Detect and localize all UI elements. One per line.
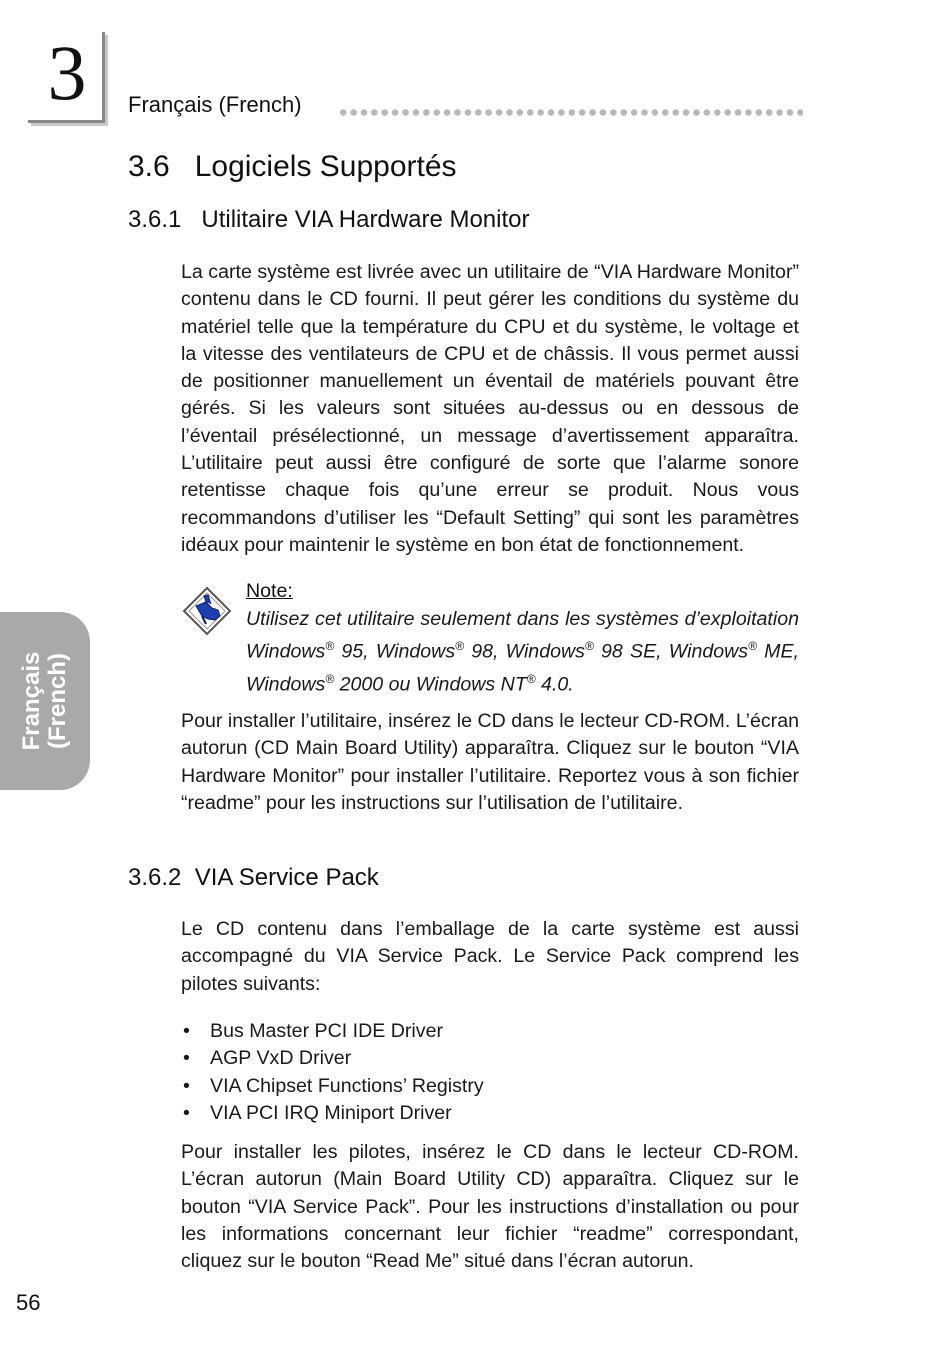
service-pack-intro: Le CD contenu dans l’emballage de la carte système est aussi accompagné du VIA Service Pack. Le Service Pack comprend les pilotes suivants: bbox=[181, 918, 799, 995]
section-title: 3.6 Logiciels Supportés bbox=[128, 150, 457, 183]
subsection-title-hardware-monitor: 3.6.1 Utilitaire VIA Hardware Monitor bbox=[128, 206, 530, 233]
chapter-number: 3 bbox=[47, 29, 87, 116]
hardware-monitor-install-instructions: Pour installer l’utilitaire, insérez le CD dans le lecteur CD-ROM. L’écran autorun (CD Main Board Utility) apparaîtra. Cliquez sur le bouton “VIA Hardware Monitor” pour installer l’utilitaire. Reportez vous à son fichier “readme” pour les instructions sur l’utilisation de l’utilitaire. bbox=[181, 710, 799, 814]
list-item: • VIA PCI IRQ Miniport Driver bbox=[181, 1100, 484, 1127]
note-title: Note: bbox=[246, 580, 293, 602]
service-pack-install-instructions: Pour installer les pilotes, insérez le CD dans le lecteur CD-ROM. L’écran autorun (Main Board Utility CD) apparaîtra. Cliquez sur le bouton “VIA Service Pack”. Pour les instructions d’installation ou pour les informations concernant leur fichier “readme” correspondant, cliquez sur le bouton “Read Me” situé dans l’écran autorun. bbox=[181, 1141, 799, 1273]
list-item: • VIA Chipset Functions’ Registry bbox=[181, 1073, 484, 1100]
note-body: Utilisez cet utilitaire seulement dans les systèmes d’exploitation Windows® 95, Windows® 98, Windows® 98 SE, Windows® ME, Windows® 2000 ou Windows NT® 4.0. bbox=[246, 608, 799, 696]
note-hand-pointer-icon bbox=[182, 586, 232, 636]
side-tab-line1: Français bbox=[18, 651, 45, 751]
list-item: • AGP VxD Driver bbox=[181, 1045, 484, 1072]
list-item: • Bus Master PCI IDE Driver bbox=[181, 1018, 484, 1045]
hardware-monitor-intro: La carte système est livrée avec un utilitaire de “VIA Hardware Monitor” contenu dans le CD fourni. Il peut gérer les conditions du système du matériel telle que la température du CPU et du système, le voltage et la vitesse des ventilateurs de CPU et de châssis. Il vous permet aussi de positionner manuellement un éventail de matériels pouvant être gérés. Si les valeurs sont situées au-dessus ou en dessous de l’éventail présélectionné, un message d’avertissement apparaîtra. L’utilitaire peut aussi être configuré de sorte que l’alarme sonore retentisse chaque fois qu’une erreur se produit. Nous vous recommandons d’utiliser les “Default Setting” qui sont les paramètres idéaux pour maintenir le système en bon état de fonctionnement. bbox=[181, 261, 799, 556]
subsection-title-service-pack: 3.6.2 VIA Service Pack bbox=[128, 864, 379, 891]
header-dotted-rule bbox=[338, 108, 803, 117]
running-header-title: Français (French) bbox=[128, 92, 302, 117]
side-tab-line2: (French) bbox=[44, 653, 71, 749]
language-side-tab-label bbox=[19, 652, 71, 751]
page-number: 56 bbox=[16, 1290, 41, 1315]
driver-list bbox=[181, 1018, 484, 1127]
